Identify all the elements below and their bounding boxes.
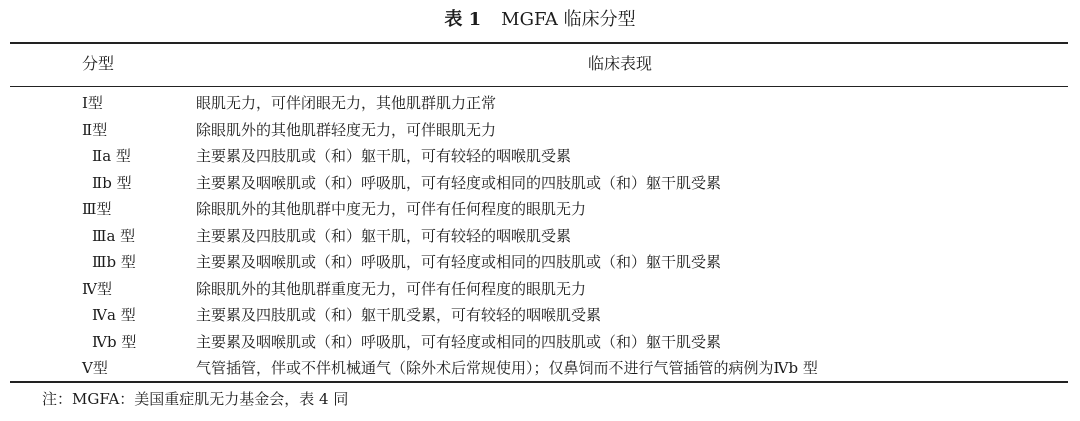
row-type: Ⅲ型 (82, 200, 112, 218)
table-title: MGFA 临床分型 (501, 9, 636, 30)
column-header-type: 分型 (82, 54, 115, 73)
table-row (0, 117, 1080, 144)
table-row (0, 196, 1080, 223)
table-bottom-rule (10, 381, 1068, 383)
table-note: 注：MGFA：美国重症肌无力基金会，表 4 同 (42, 390, 349, 408)
table-row (0, 276, 1080, 303)
table-body (0, 90, 1080, 382)
table-top-rule (10, 42, 1068, 44)
row-description: 主要累及四肢肌或（和）躯干肌，可有较轻的咽喉肌受累 (196, 226, 572, 245)
row-type: Ⅴ型 (82, 359, 108, 377)
row-type: Ⅳa 型 (92, 306, 136, 324)
table-row (0, 302, 1080, 329)
row-type: Ⅱa 型 (92, 147, 131, 165)
row-description: 主要累及咽喉肌或（和）呼吸肌，可有轻度或相同的四肢肌或（和）躯干肌受累 (196, 253, 722, 271)
column-header-manifestation: 临床表现 (588, 54, 653, 73)
row-description: 气管插管，伴或不伴机械通气（除外术后常规使用）；仅鼻饲而不进行气管插管的病例为Ⅳb 型 (196, 359, 818, 377)
row-type: Ⅳ型 (82, 279, 112, 298)
row-description: 主要累及咽喉肌或（和）呼吸肌，可有轻度或相同的四肢肌或（和）躯干肌受累 (196, 173, 722, 192)
table-row (0, 329, 1080, 356)
row-description: 除眼肌外的其他肌群中度无力，可伴有任何程度的眼肌无力 (196, 200, 587, 218)
row-type: Ⅰ型 (82, 94, 103, 112)
row-description: 主要累及四肢肌或（和）躯干肌受累，可有较轻的咽喉肌受累 (196, 306, 602, 324)
row-type: Ⅲb 型 (92, 253, 136, 271)
row-description: 除眼肌外的其他肌群轻度无力，可伴眼肌无力 (196, 120, 497, 139)
table-row (0, 355, 1080, 382)
row-description: 主要累及四肢肌或（和）躯干肌，可有较轻的咽喉肌受累 (196, 147, 572, 165)
table-row (0, 223, 1080, 250)
row-type: Ⅳb 型 (92, 332, 137, 351)
row-description: 眼肌无力，可伴闭眼无力，其他肌群肌力正常 (196, 94, 497, 112)
table-row (0, 90, 1080, 117)
row-type: Ⅱ型 (82, 120, 108, 139)
table-caption (0, 9, 1080, 31)
table-row (0, 170, 1080, 197)
table-header-rule (10, 86, 1068, 87)
table-row (0, 249, 1080, 276)
row-description: 主要累及咽喉肌或（和）呼吸肌，可有轻度或相同的四肢肌或（和）躯干肌受累 (196, 332, 722, 351)
row-description: 除眼肌外的其他肌群重度无力，可伴有任何程度的眼肌无力 (196, 279, 587, 298)
row-type: Ⅲa 型 (92, 226, 136, 245)
table-row (0, 143, 1080, 170)
row-type: Ⅱb 型 (92, 173, 132, 192)
table-number: 表 1 (444, 9, 482, 30)
